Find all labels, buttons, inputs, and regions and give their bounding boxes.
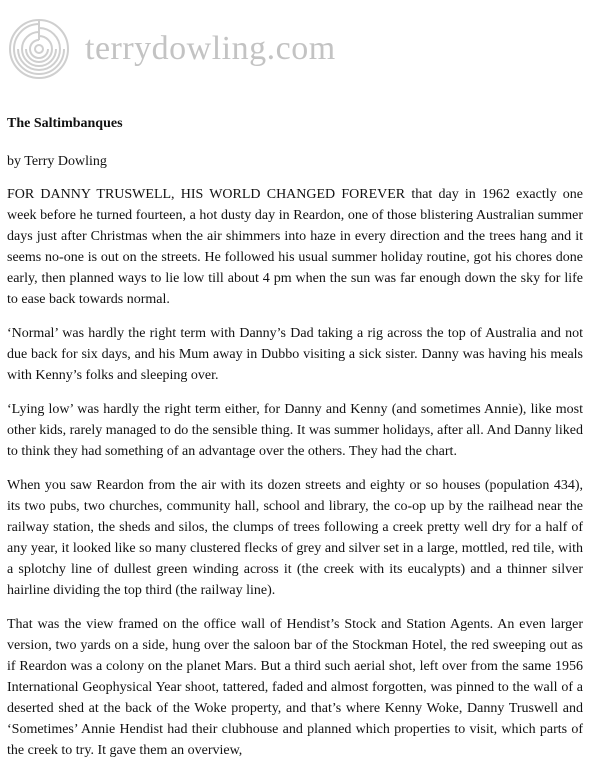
story-title: The Saltimbanques	[7, 116, 123, 131]
labyrinth-icon	[8, 18, 70, 80]
story-paragraph: When you saw Reardon from the air with its dozen streets and eighty or so houses (population 434), its two pubs, two churches, community hall, school and library, the co-op up by the railhead near the railway station, the sheds and silos, the clumps of trees following a creek pretty well dry for a half of any year, it looked like so many clustered flecks of grey and silver set in a large, mottled, red tile, with a splotchy line of dullest green winding across it (the creek with its eucalypts) and a thinner silver hairline dividing the top third (the railway line).	[7, 478, 583, 598]
story-paragraph: That was the view framed on the office wall of Hendist’s Stock and Station Agents. An even larger version, two yards on a side, hung over the saloon bar of the Stockman Hotel, the red sweeping out as if Reardon was a colony on the planet Mars. But a third such aerial shot, left over from the same 1956 International Geophysical Year shoot, tattered, faded and almost forgotten, was pinned to the wall of a deserted shed at the back of the Woke property, and that’s where Kenny Woke, Danny Truswell and ‘Sometimes’ Annie Hendist had their clubhouse and planned which properties to visit, which parts of the creek to try. It gave them an overview,	[7, 617, 583, 758]
story-paragraph: ‘Lying low’ was hardly the right term either, for Danny and Kenny (and sometimes Annie), like most other kids, rarely managed to do the sensible thing. It was summer holidays, after all. And Danny liked to think they had something of an advantage over the others. They had the chart.	[7, 402, 583, 459]
byline: by Terry Dowling	[7, 154, 107, 169]
site-name: terrydowling.com	[85, 30, 336, 67]
story-paragraph: FOR DANNY TRUSWELL, HIS WORLD CHANGED FOREVER that day in 1962 exactly one week before he turned fourteen, a hot dusty day in Reardon, one of those blistering Australian summer days just after Christmas when the air shimmers into haze in every direction and the trees hang and it seems no-one is out on the streets. He followed his usual summer holiday routine, got his chores done early, then planned ways to lie low till about 4 pm when the sun was far enough down the sky for life to ease back towards normal.	[7, 187, 583, 307]
story-content	[7, 114, 583, 774]
site-header[interactable]	[8, 14, 408, 84]
story-paragraph: ‘Normal’ was hardly the right term with Danny’s Dad taking a rig across the top of Australia and not due back for six days, and his Mum away in Dubbo visiting a sick sister. Danny was having his meals with Kenny’s folks and sleeping over.	[7, 326, 583, 383]
